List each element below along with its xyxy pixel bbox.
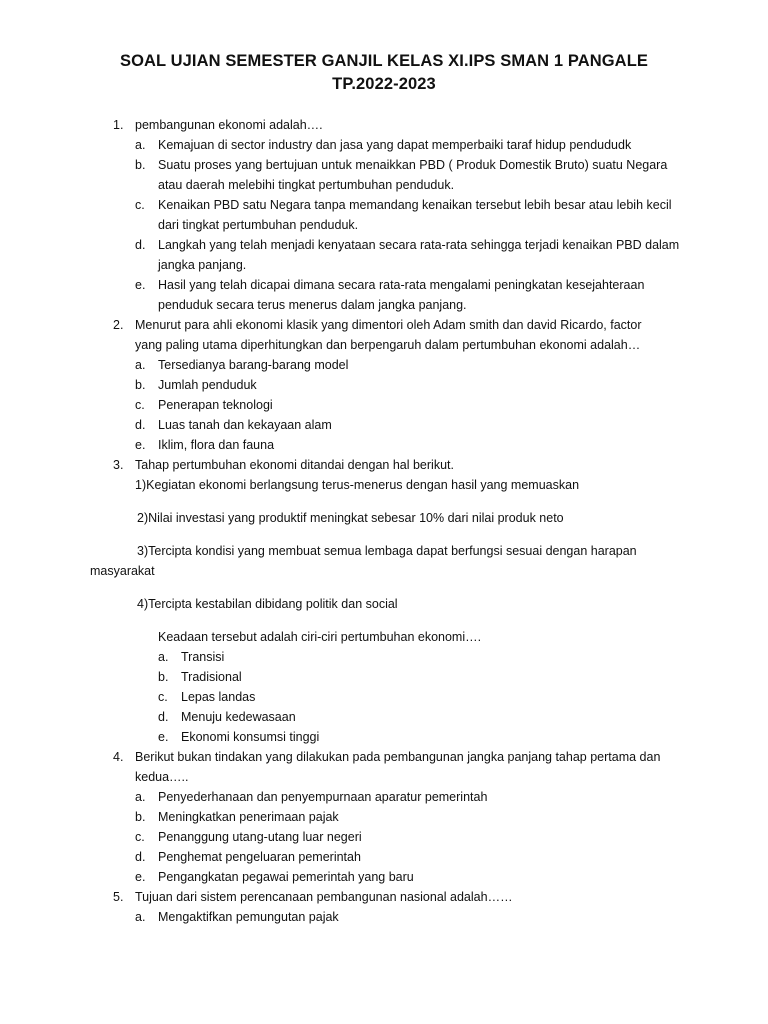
option-text: Lepas landas	[181, 690, 256, 704]
question-text: Berikut bukan tindakan yang dilakukan pada pembangunan jangka panjang tahap pertama dan	[135, 750, 661, 764]
question-text: Tahap pertumbuhan ekonomi ditandai dengan hal berikut.	[135, 458, 454, 472]
option-marker: e.	[135, 278, 146, 292]
option-text: Langkah yang telah menjadi kenyataan secara rata-rata sehingga terjadi kenaikan PBD dalam	[158, 238, 680, 252]
question-text: Menurut para ahli ekonomi klasik yang dimentori oleh Adam smith dan david Ricardo, factor	[135, 318, 642, 332]
option-text: Penanggung utang-utang luar negeri	[158, 830, 362, 844]
option-text: Meningkatkan penerimaan pajak	[158, 810, 339, 824]
option-marker: e.	[158, 730, 169, 744]
option-text: Tradisional	[181, 670, 242, 684]
question-text-cont: yang paling utama diperhitungkan dan berpengaruh dalam pertumbuhan ekonomi adalah…	[135, 338, 641, 352]
option-marker: a.	[135, 138, 146, 152]
option-text: Suatu proses yang bertujuan untuk menaikkan PBD ( Produk Domestik Bruto) suatu Negara	[158, 158, 668, 172]
option-marker: a.	[135, 790, 146, 804]
option-marker: a.	[135, 910, 146, 924]
option-marker: a.	[158, 650, 169, 664]
statement-2: 2)Nilai investasi yang produktif meningkat sebesar 10% dari nilai produk neto	[137, 511, 564, 525]
option-text: Kenaikan PBD satu Negara tanpa memandang kenaikan tersebut lebih besar atau lebih kecil	[158, 198, 672, 212]
option-text-cont: jangka panjang.	[158, 258, 247, 272]
question-number: 4.	[113, 750, 124, 764]
option-text: Penyederhanaan dan penyempurnaan aparatur pemerintah	[158, 790, 488, 804]
option-marker: c.	[135, 830, 145, 844]
page-subtitle: TP.2022-2023	[332, 75, 436, 93]
question-text: Tujuan dari sistem perencanaan pembangunan nasional adalah……	[135, 890, 513, 904]
option-marker: c.	[135, 198, 145, 212]
page-title: SOAL UJIAN SEMESTER GANJIL KELAS XI.IPS SMAN 1 PANGALE	[120, 52, 648, 70]
option-marker: d.	[135, 238, 146, 252]
option-marker: d.	[158, 710, 169, 724]
option-text-cont: atau daerah melebihi tingkat pertumbuhan penduduk.	[158, 178, 455, 192]
option-marker: b.	[135, 158, 146, 172]
option-marker: d.	[135, 418, 146, 432]
statement-4: 4)Tercipta kestabilan dibidang politik dan social	[137, 597, 398, 611]
option-text: Tersedianya barang-barang model	[158, 358, 349, 372]
option-text-cont: dari tingkat pertumbuhan penduduk.	[158, 218, 359, 232]
question-number: 1.	[113, 118, 124, 132]
option-text: Luas tanah dan kekayaan alam	[158, 418, 332, 432]
statement-3-cont: masyarakat	[90, 564, 155, 578]
option-text: Hasil yang telah dicapai dimana secara rata-rata mengalami peningkatan kesejahteraan	[158, 278, 645, 292]
option-text: Kemajuan di sector industry dan jasa yang dapat memperbaiki taraf hidup pendududk	[158, 138, 632, 152]
option-text: Transisi	[181, 650, 225, 664]
option-text: Mengaktifkan pemungutan pajak	[158, 910, 339, 924]
question-number: 5.	[113, 890, 124, 904]
statement-3: 3)Tercipta kondisi yang membuat semua lembaga dapat berfungsi sesuai dengan harapan	[137, 544, 637, 558]
option-marker: b.	[158, 670, 169, 684]
option-marker: b.	[135, 810, 146, 824]
option-text: Menuju kedewasaan	[181, 710, 296, 724]
option-text: Penghemat pengeluaran pemerintah	[158, 850, 361, 864]
option-marker: e.	[135, 438, 146, 452]
statement-1: 1)Kegiatan ekonomi berlangsung terus-menerus dengan hasil yang memuaskan	[135, 478, 580, 492]
option-marker: c.	[158, 690, 168, 704]
option-text: Pengangkatan pegawai pemerintah yang baru	[158, 870, 414, 884]
question-number: 2.	[113, 318, 124, 332]
option-text-cont: penduduk secara terus menerus dalam jangka panjang.	[158, 298, 467, 312]
option-text: Penerapan teknologi	[158, 398, 273, 412]
option-marker: c.	[135, 398, 145, 412]
option-marker: b.	[135, 378, 146, 392]
question-text-cont: kedua…..	[135, 770, 189, 784]
question-text: pembangunan ekonomi adalah….	[135, 118, 323, 132]
option-marker: d.	[135, 850, 146, 864]
question-stem: Keadaan tersebut adalah ciri-ciri pertumbuhan ekonomi….	[158, 630, 482, 644]
option-text: Ekonomi konsumsi tinggi	[181, 730, 320, 744]
option-text: Jumlah penduduk	[158, 378, 257, 392]
option-marker: e.	[135, 870, 146, 884]
question-number: 3.	[113, 458, 124, 472]
option-marker: a.	[135, 358, 146, 372]
option-text: Iklim, flora dan fauna	[158, 438, 275, 452]
